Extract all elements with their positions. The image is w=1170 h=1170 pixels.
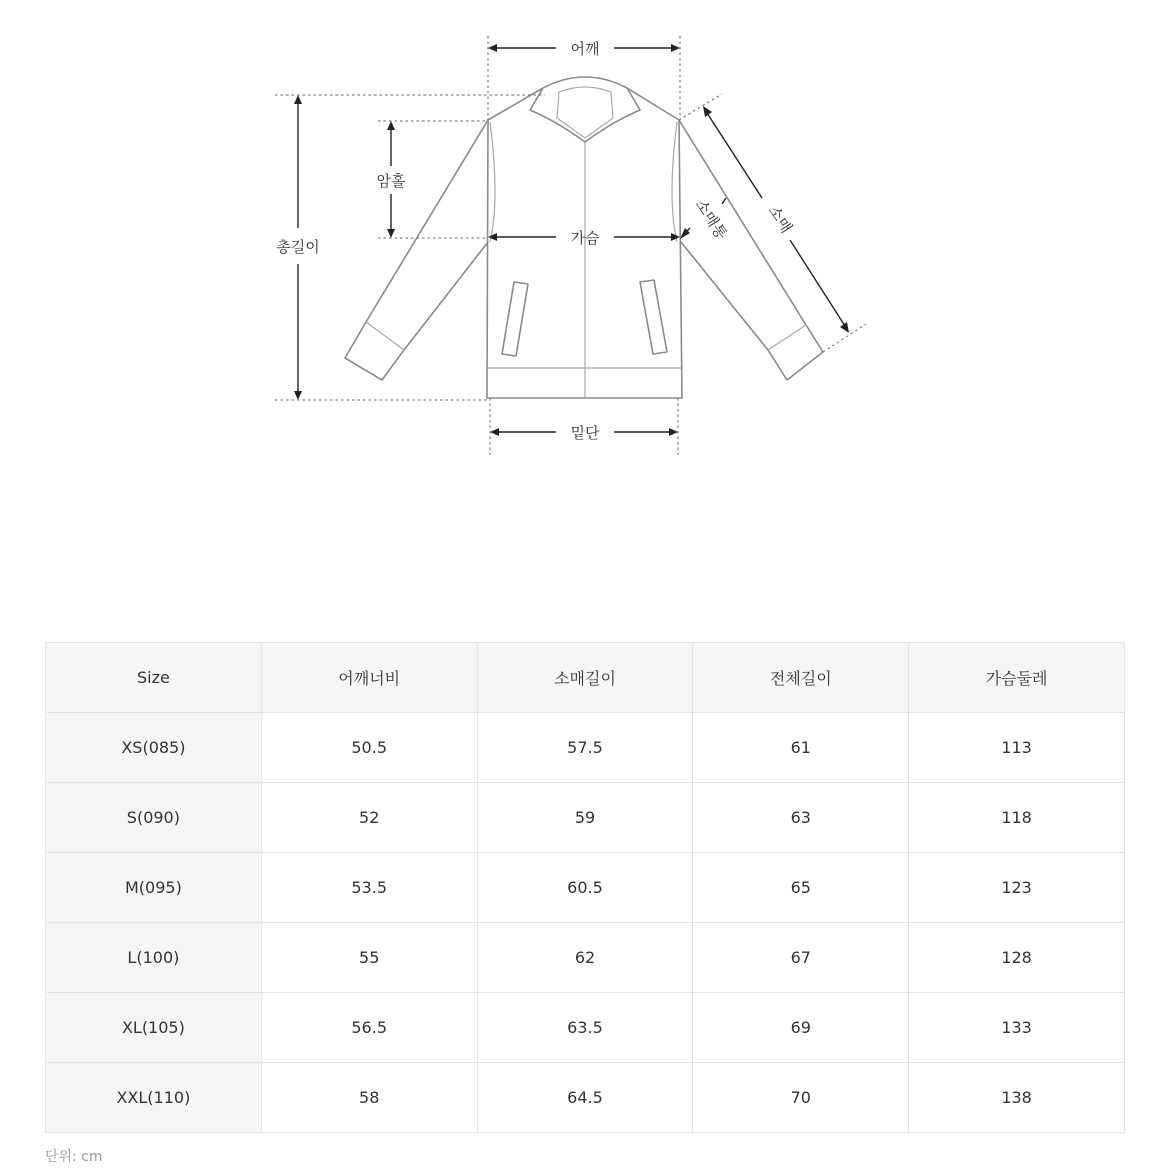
table-cell: 59 (477, 783, 693, 853)
table-row (46, 713, 1125, 783)
table-cell: 65 (693, 853, 909, 923)
chest-label: 가슴 (570, 229, 600, 247)
size-cell: S(090) (46, 783, 262, 853)
table-cell: 70 (693, 1063, 909, 1133)
left-sleeve (345, 120, 488, 380)
sleeve-width-dimension (680, 196, 731, 243)
table-cell: 69 (693, 993, 909, 1063)
hem-label: 밑단 (570, 424, 600, 442)
table-cell: 61 (693, 713, 909, 783)
table-cell: 64.5 (477, 1063, 693, 1133)
table-cell: 63.5 (477, 993, 693, 1063)
header-size: Size (46, 643, 262, 713)
table-cell: 133 (909, 993, 1125, 1063)
header-sleeve-length: 소매길이 (477, 643, 693, 713)
table-row (46, 783, 1125, 853)
total-length-dimension (276, 95, 319, 400)
table-cell: 118 (909, 783, 1125, 853)
table-cell: 123 (909, 853, 1125, 923)
sleeve-dimension (703, 106, 849, 333)
shoulder-dimension (488, 40, 680, 58)
table-cell: 58 (261, 1063, 477, 1133)
table-cell: 63 (693, 783, 909, 853)
size-cell: XS(085) (46, 713, 262, 783)
size-cell: XXL(110) (46, 1063, 262, 1133)
table-cell: 52 (261, 783, 477, 853)
table-row (46, 993, 1125, 1063)
size-cell: M(095) (46, 853, 262, 923)
table-cell: 56.5 (261, 993, 477, 1063)
table-cell: 128 (909, 923, 1125, 993)
table-cell: 50.5 (261, 713, 477, 783)
size-table (45, 642, 1125, 1133)
table-row (46, 923, 1125, 993)
table-cell: 60.5 (477, 853, 693, 923)
hem-dimension (490, 424, 678, 442)
size-cell: XL(105) (46, 993, 262, 1063)
armhole-label: 암홀 (376, 172, 406, 190)
table-cell: 138 (909, 1063, 1125, 1133)
table-row (46, 1063, 1125, 1133)
table-row (46, 853, 1125, 923)
table-cell: 55 (261, 923, 477, 993)
right-pocket (640, 280, 667, 354)
header-chest-circumference: 가슴둘레 (909, 643, 1125, 713)
header-shoulder-width: 어깨너비 (261, 643, 477, 713)
sleeve-width-label: 소매통 (691, 196, 731, 243)
left-pocket (502, 282, 528, 356)
unit-note: 단위: cm (45, 1149, 103, 1165)
table-header-row (46, 643, 1125, 713)
header-total-length: 전체길이 (693, 643, 909, 713)
total-length-label: 총길이 (276, 238, 320, 256)
chest-dimension (488, 229, 680, 247)
sleeve-label: 소매 (764, 202, 796, 237)
size-cell: L(100) (46, 923, 262, 993)
table-cell: 113 (909, 713, 1125, 783)
shoulder-label: 어깨 (570, 40, 600, 58)
armhole-dimension (377, 121, 406, 238)
table-cell: 57.5 (477, 713, 693, 783)
table-cell: 53.5 (261, 853, 477, 923)
table-cell: 62 (477, 923, 693, 993)
jacket-measurement-diagram (0, 0, 1170, 470)
table-cell: 67 (693, 923, 909, 993)
right-sleeve (679, 120, 823, 380)
